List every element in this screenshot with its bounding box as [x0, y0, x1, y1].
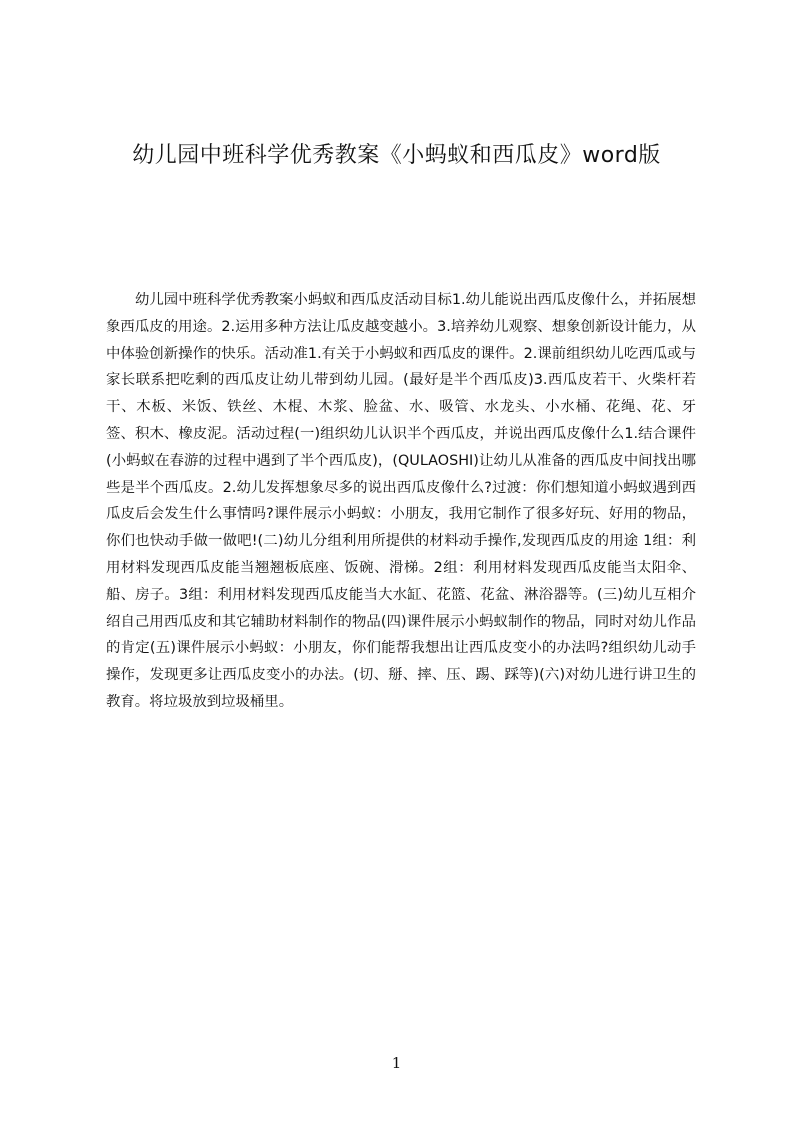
document-body-paragraph: 幼儿园中班科学优秀教案小蚂蚁和西瓜皮活动目标1.幼儿能说出西瓜皮像什么，并拓展想象西瓜皮的用途。2.运用多种方法让瓜皮越变越小。3.培养幼儿观察、想象创新设计能力，从中体验创新操作的快乐。活动准1.有关于小蚂蚁和西瓜皮的课件。2.课前组织幼儿吃西瓜或与家长联系把吃剩的西瓜皮让幼儿带到幼儿园。(最好是半个西瓜皮)3.西瓜皮若干、火柴杆若干、木板、米饭、铁丝、木棍、木浆、脸盆、水、吸管、水龙头、小水桶、花绳、花、牙签、积木、橡皮泥。活动过程(一)组织幼儿认识半个西瓜皮，并说出西瓜皮像什么1.结合课件(小蚂蚁在春游的过程中遇到了半个西瓜皮)，(QULAOSHI)让幼儿从准备的西瓜皮中间找出哪些是半个西瓜皮。2.幼儿发挥想象尽多的说出西瓜皮像什么?过渡：你们想知道小蚂蚁遇到西瓜皮后会发生什么事情吗?课件展示小蚂蚁：小朋友，我用它制作了很多好玩、好用的物品，你们也快动手做一做吧!(二)幼儿分组利用所提供的材料动手操作,发现西瓜皮的用途 1组：利用材料发现西瓜皮能当翘翘板底座、饭碗、滑梯。2组：利用材料发现西瓜皮能当太阳伞、船、房子。3组：利用材料发现西瓜皮能当大水缸、花篮、花盆、淋浴器等。(三)幼儿互相介绍自己用西瓜皮和其它辅助材料制作的物品(四)课件展示小蚂蚁制作的物品，同时对幼儿作品的肯定(五)课件展示小蚂蚁：小朋友，你们能帮我想出让西瓜皮变小的办法吗?组织幼儿动手操作，发现更多让西瓜皮变小的办法。(切、掰、摔、压、踢、踩等)(六)对幼儿进行讲卫生的教育。将垃圾放到垃圾桶里。	[106, 292, 696, 710]
document-title: 幼儿园中班科学优秀教案《小蚂蚁和西瓜皮》word版	[132, 143, 661, 168]
page-number: 1	[391, 1054, 402, 1072]
